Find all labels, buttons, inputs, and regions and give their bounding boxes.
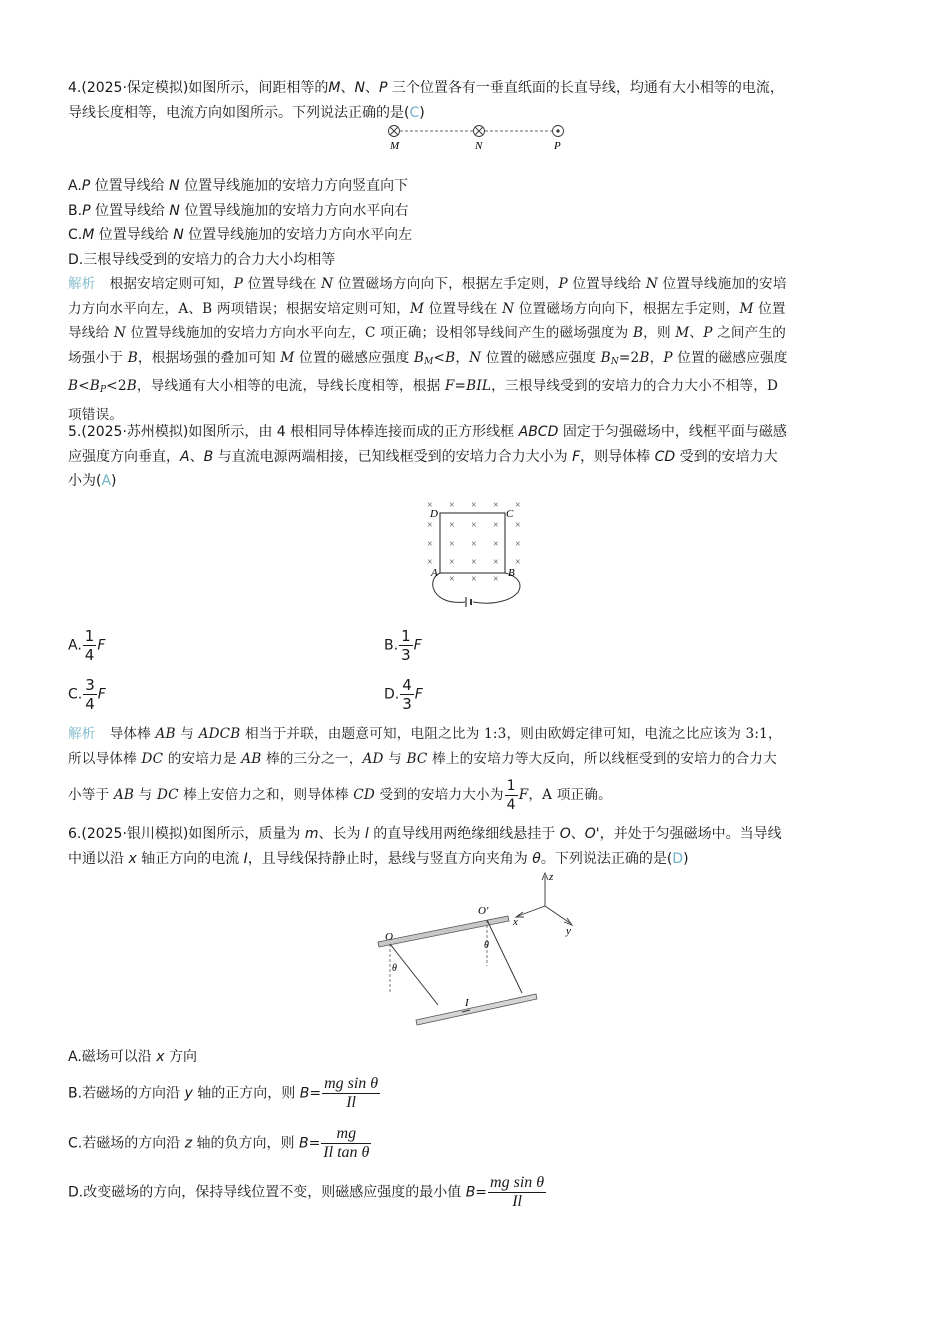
label-o: O bbox=[385, 931, 393, 943]
q4-option-a: A.P 位置导线给 N 位置导线施加的安培力方向竖直向下 bbox=[68, 178, 409, 194]
q4-option-b: B.P 位置导线给 N 位置导线施加的安培力方向水平向右 bbox=[68, 202, 409, 219]
svg-text:×: × bbox=[493, 520, 499, 531]
axis-x-label: x bbox=[513, 916, 518, 928]
svg-text:×: × bbox=[515, 557, 521, 568]
svg-text:×: × bbox=[449, 557, 455, 568]
svg-text:×: × bbox=[449, 520, 455, 531]
svg-text:×: × bbox=[515, 500, 521, 511]
svg-text:×: × bbox=[493, 500, 499, 511]
axis-y-label: y bbox=[566, 925, 571, 937]
q5-stem: 5.(2025·苏州模拟)如图所示，由 4 根相同导体棒连接而成的正方形线框 ABCD 固定于匀强磁场中，线框平面与磁感 应强度方向垂直，A、B 与直流电源两端相接，已知线框受到的安培力合力大小为 F，则导体棒 CD 受到的安培力大 小为(A) bbox=[68, 424, 787, 489]
q4-option-d: D.三根导线受到的安培力的合力大小均相等 bbox=[68, 251, 336, 268]
svg-text:×: × bbox=[471, 557, 477, 568]
svg-text:×: × bbox=[493, 557, 499, 568]
q5-analysis-tag: 解析 bbox=[68, 726, 96, 742]
wire-m-cross-icon bbox=[389, 126, 400, 137]
q6-stem: 6.(2025·银川模拟)如图所示，质量为 m、长为 l 的直导线用两绝缘细线悬挂于 O、O'，并处于匀强磁场中。当导线 中通以沿 x 轴正方向的电流 I，且导线保持静止时，悬线与竖直方向夹角为 θ。下列说法正确的是(D) bbox=[68, 826, 782, 867]
svg-text:×: × bbox=[471, 574, 477, 585]
q5-option-c: C. $\frac{3}{4}$ F bbox=[68, 676, 106, 713]
label-p: P bbox=[554, 140, 561, 152]
svg-text:×: × bbox=[449, 500, 455, 511]
label-d: D bbox=[430, 508, 438, 520]
svg-text:×: × bbox=[427, 539, 433, 550]
q5-analysis: 解析 导体棒 AB 与 ADCB 相当于并联，由题意可知，电阻之比为 1:3，则由欧姆定律可知，电流之比应该为 3:1， 所以导体棒 DC 的安培力是 AB 棒的三分之一，AD 与 BC 棒上的安培力等大反向，所以线框受到的安培力的合力大 小等于 AB 与 DC 棒上安倍力之和，则导体棒 CD 受到的安培力大小为 $\frac{1}{4}$ F，A 项正确。 bbox=[68, 726, 782, 813]
wire-n-cross-icon bbox=[474, 126, 485, 137]
svg-text:×: × bbox=[515, 539, 521, 550]
ceiling-bar bbox=[378, 916, 509, 947]
battery-icon bbox=[466, 597, 471, 607]
q6-option-a: A.磁场可以沿 x 方向 bbox=[68, 1049, 197, 1065]
label-theta-left: θ bbox=[392, 963, 397, 974]
label-current: I bbox=[465, 997, 469, 1009]
svg-text:×: × bbox=[515, 520, 521, 531]
q5-answer: A bbox=[101, 473, 112, 489]
conductor-rod bbox=[416, 994, 537, 1025]
q4-options bbox=[68, 174, 886, 272]
q4-answer: C bbox=[409, 104, 420, 121]
label-b: B bbox=[508, 567, 515, 579]
svg-text:×: × bbox=[493, 539, 499, 550]
q6-figure bbox=[370, 868, 590, 1034]
q5-option-a: A. $\frac{1}{4}$ F bbox=[68, 627, 106, 664]
q5-figure bbox=[420, 496, 530, 608]
q4-analysis: 解析 根据安培定则可知，P 位置导线在 N 位置磁场方向向下，根据左手定则，P 位置导线给 N 位置导线施加的安培 力方向水平向左，A、B 两项错误；根据安培定则可知，M 位置导线在 N 位置磁场方向向下，根据左手定则，M 位置 导线给 N 位置导线施加的安培力方向水平向左，C 项正确；设相邻导线间产生的磁场强度为 B，则 M、P 之间产生的 场强小于 B，根据场强的叠加可知 M 位置的磁感应强度 $B_M<B$，N 位置的磁感应强度 $B_N=2B$，P 位置的磁感应强度 $B<B_P<2B$，导线通有大小相等的电流，导线长度相等，根据 F=BIL，三根导线受到的安培力的合力大小不相等，D 项错误。 bbox=[68, 276, 788, 423]
label-o-prime: O' bbox=[478, 905, 489, 917]
q5-option-b: B. $\frac{1}{3}$ F bbox=[384, 627, 422, 664]
label-n: N bbox=[475, 140, 483, 152]
q4-analysis-tag: 解析 bbox=[68, 276, 96, 292]
svg-text:×: × bbox=[493, 574, 499, 585]
label-c: C bbox=[506, 508, 514, 520]
svg-text:×: × bbox=[427, 500, 433, 511]
svg-text:×: × bbox=[471, 500, 477, 511]
label-a: A bbox=[431, 567, 438, 579]
q4-stem: 4.(2025·保定模拟)如图所示，间距相等的M、N、P 三个位置各有一垂直纸面的长直导线，均通有大小相等的电流， 导线长度相等，电流方向如图所示。下列说法正确的是(C) bbox=[68, 80, 784, 121]
q6-option-c: C.若磁场的方向沿 z 轴的负方向，则 B= $\frac{mg}{\text{Il tan θ}}$ bbox=[68, 1125, 370, 1161]
q4-option-c: C.M 位置导线给 N 位置导线施加的安培力方向水平向左 bbox=[68, 227, 413, 243]
svg-text:×: × bbox=[449, 574, 455, 585]
svg-text:×: × bbox=[471, 520, 477, 531]
axis-z-label: z bbox=[549, 871, 554, 883]
q6-option-d: D.改变磁场的方向，保持导线位置不变，则磁感应强度的最小值 B= $\frac{\text{mg sin θ}}{Il}$ bbox=[68, 1174, 545, 1210]
svg-text:×: × bbox=[427, 557, 433, 568]
q5-option-d: D. $\frac{4}{3}$ F bbox=[384, 676, 423, 713]
svg-text:×: × bbox=[449, 539, 455, 550]
svg-text:×: × bbox=[471, 539, 477, 550]
q6-answer: D bbox=[672, 850, 684, 867]
wire-p-dot-icon bbox=[553, 126, 564, 137]
axes bbox=[512, 871, 572, 937]
q6-option-b: B.若磁场的方向沿 y 轴的正方向，则 B= $\frac{\text{mg sin θ}}{Il}$ bbox=[68, 1075, 379, 1111]
svg-text:×: × bbox=[427, 520, 433, 531]
q4-figure bbox=[380, 122, 580, 152]
label-m: M bbox=[390, 140, 400, 152]
label-theta-right: θ bbox=[484, 940, 489, 951]
